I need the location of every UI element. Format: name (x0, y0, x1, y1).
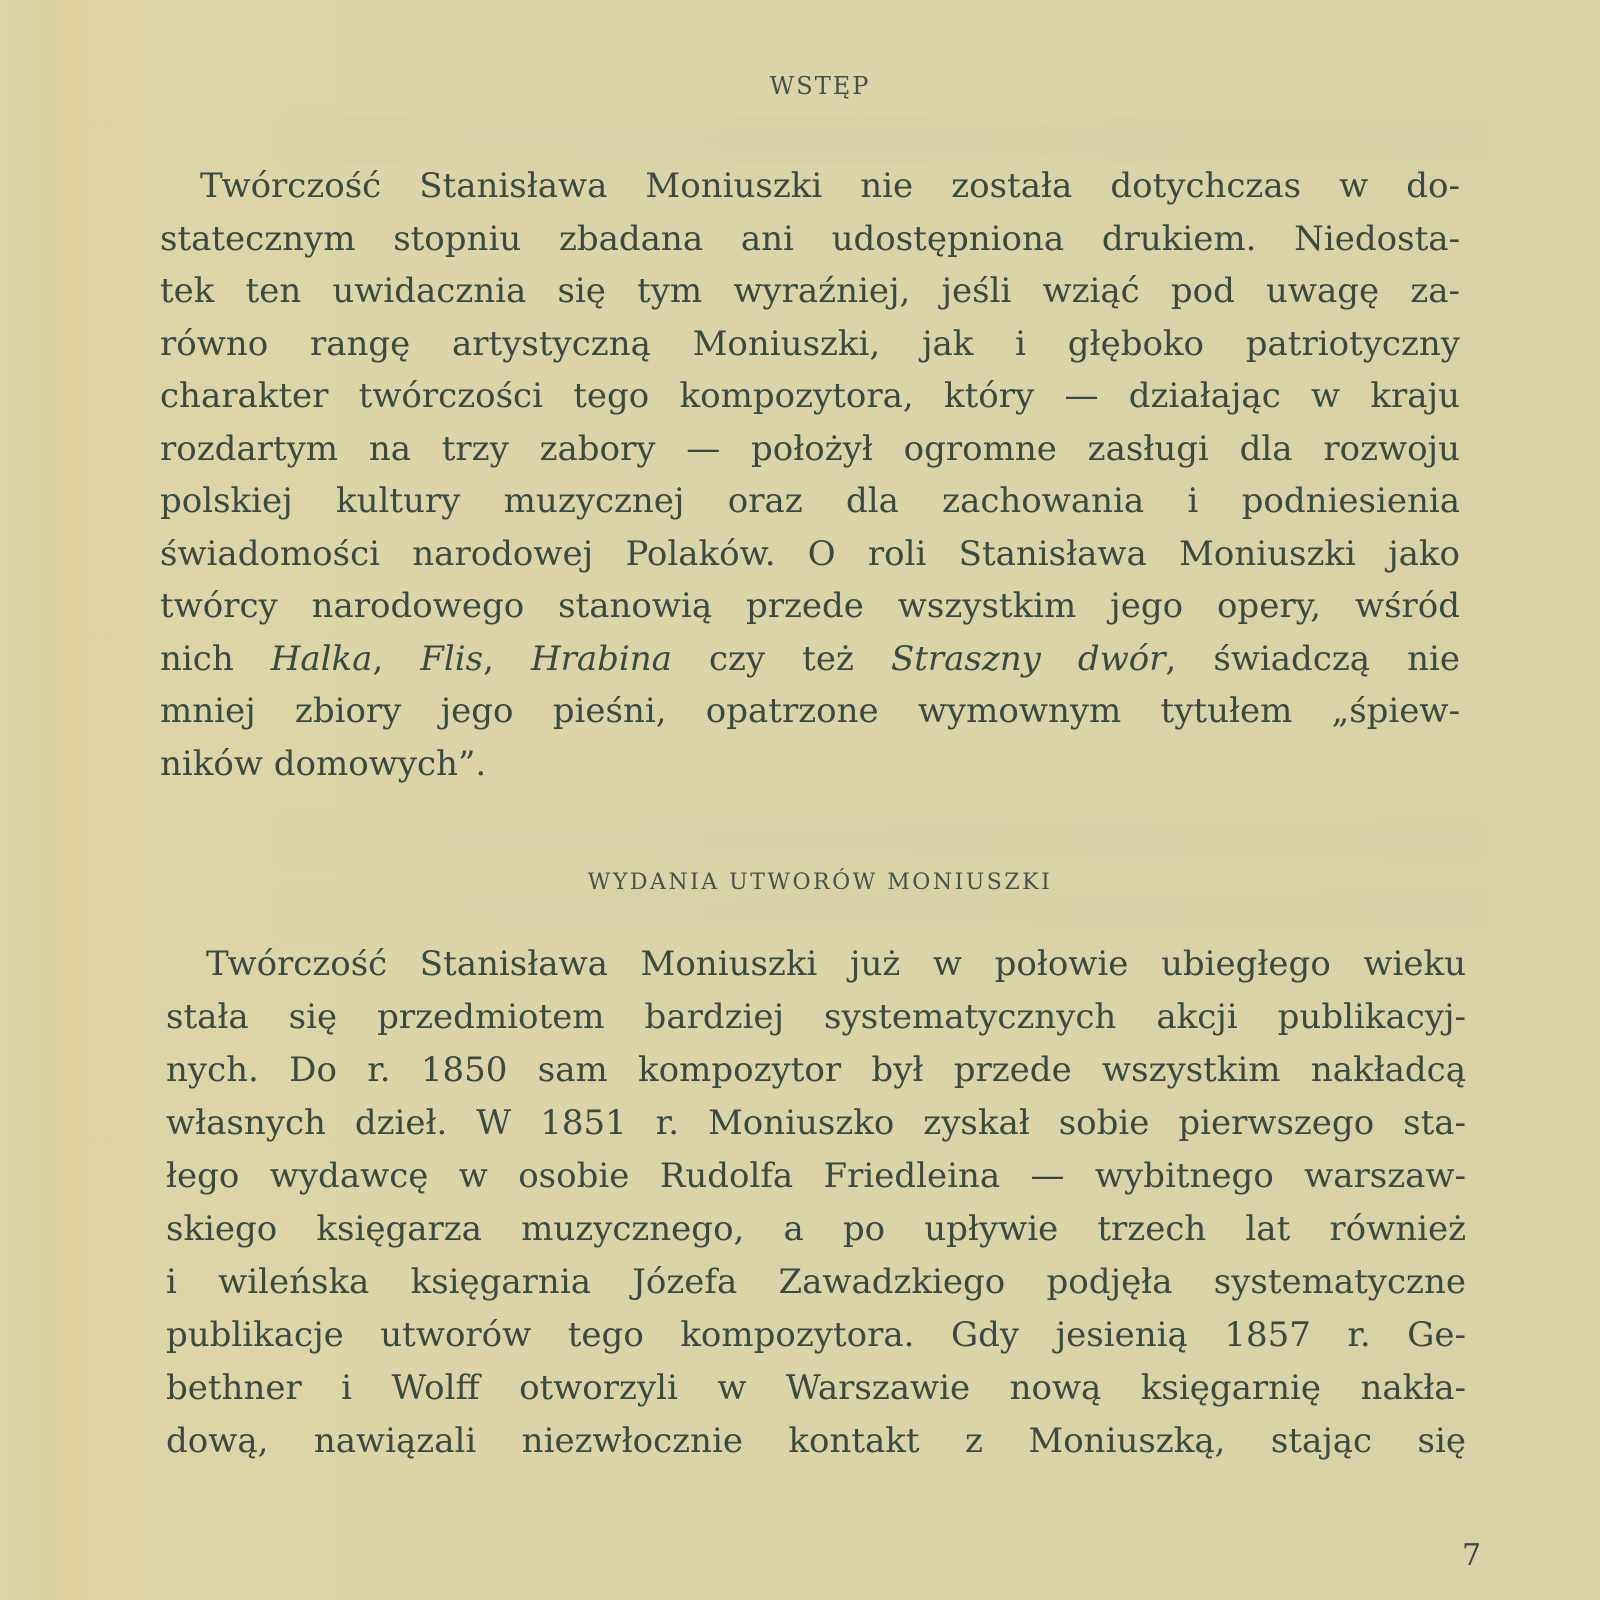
text-line: statecznym stopniu zbadana ani udostępniona drukiem. Niedosta- (160, 218, 1460, 259)
text-line: skiego księgarza muzycznego, a po upływie trzech lat również (166, 1209, 1466, 1249)
opera-title-flis: Flis (420, 638, 484, 679)
opera-title-hrabina: Hrabina (530, 638, 672, 679)
text-fragment: , (372, 638, 421, 679)
text-line: twórcy narodowego stanowią przede wszystkim jego opery, wśród (160, 586, 1460, 626)
section-title: WSTĘP (769, 72, 871, 100)
text-line: łego wydawcę w osobie Rudolfa Friedleina — wybitnego warszaw- (166, 1156, 1466, 1196)
opera-title-straszny-dwor: Straszny dwór (890, 638, 1166, 679)
text-line: nych. Do r. 1850 sam kompozytor był przede wszystkim nakładcą (166, 1050, 1466, 1090)
text-line: Twórczość Stanisława Moniuszki nie została dotychczas w do- (200, 166, 1460, 206)
show-through (286, 890, 1486, 930)
text-line: publikacje utworów tego kompozytora. Gdy jesienią 1857 r. Ge- (166, 1315, 1466, 1355)
text-fragment: , (483, 638, 531, 679)
show-through (286, 120, 1486, 160)
opera-title-halka: Halka (270, 638, 373, 679)
text-line: świadomości narodowej Polaków. O roli Stanisława Moniuszki jako (160, 533, 1460, 574)
text-line: tek ten uwidacznia się tym wyraźniej, jeśli wziąć pod uwagę za- (160, 271, 1460, 311)
text-line: rozdartym na trzy zabory — położył ogromne zasługi dla rozwoju (160, 428, 1460, 469)
text-line: własnych dzieł. W 1851 r. Moniuszko zyskał sobie pierwszego sta- (166, 1103, 1466, 1143)
text-line: Twórczość Stanisława Moniuszki już w połowie ubiegłego wieku (206, 944, 1466, 984)
text-fragment: czy też (671, 638, 891, 679)
text-fragment: , świadczą nie (1165, 638, 1460, 679)
subsection-title: WYDANIA UTWORÓW MONIUSZKI (587, 870, 1053, 895)
page-number: 7 (1462, 1538, 1482, 1573)
text-line: stała się przedmiotem bardziej systematycznych akcji publikacyj- (166, 997, 1466, 1037)
paragraph-intro (160, 160, 1460, 790)
text-fragment: nich (160, 638, 271, 679)
text-line-operas (160, 633, 1460, 686)
text-line: dową, nawiązali niezwłocznie kontakt z Moniuszką, stając się (166, 1421, 1466, 1461)
text-line: ników domowych”. (160, 743, 487, 784)
text-line: charakter twórczości tego kompozytora, który — działając w kraju (160, 376, 1460, 416)
text-line: polskiej kultury muzycznej oraz dla zachowania i podniesienia (160, 481, 1460, 521)
paragraph-editions (166, 938, 1466, 1468)
text-line: mniej zbiory jego pieśni, opatrzone wymownym tytułem „śpiew- (160, 691, 1460, 731)
previous-page-edge (0, 0, 66, 1600)
show-through (286, 820, 1486, 860)
text-line: i wileńska księgarnia Józefa Zawadzkiego podjęła systematyczne (166, 1262, 1466, 1302)
text-line: równo rangę artystyczną Moniuszki, jak i głęboko patriotyczny (160, 323, 1460, 364)
text-line: bethner i Wolff otworzyli w Warszawie nową księgarnię nakła- (166, 1368, 1466, 1408)
